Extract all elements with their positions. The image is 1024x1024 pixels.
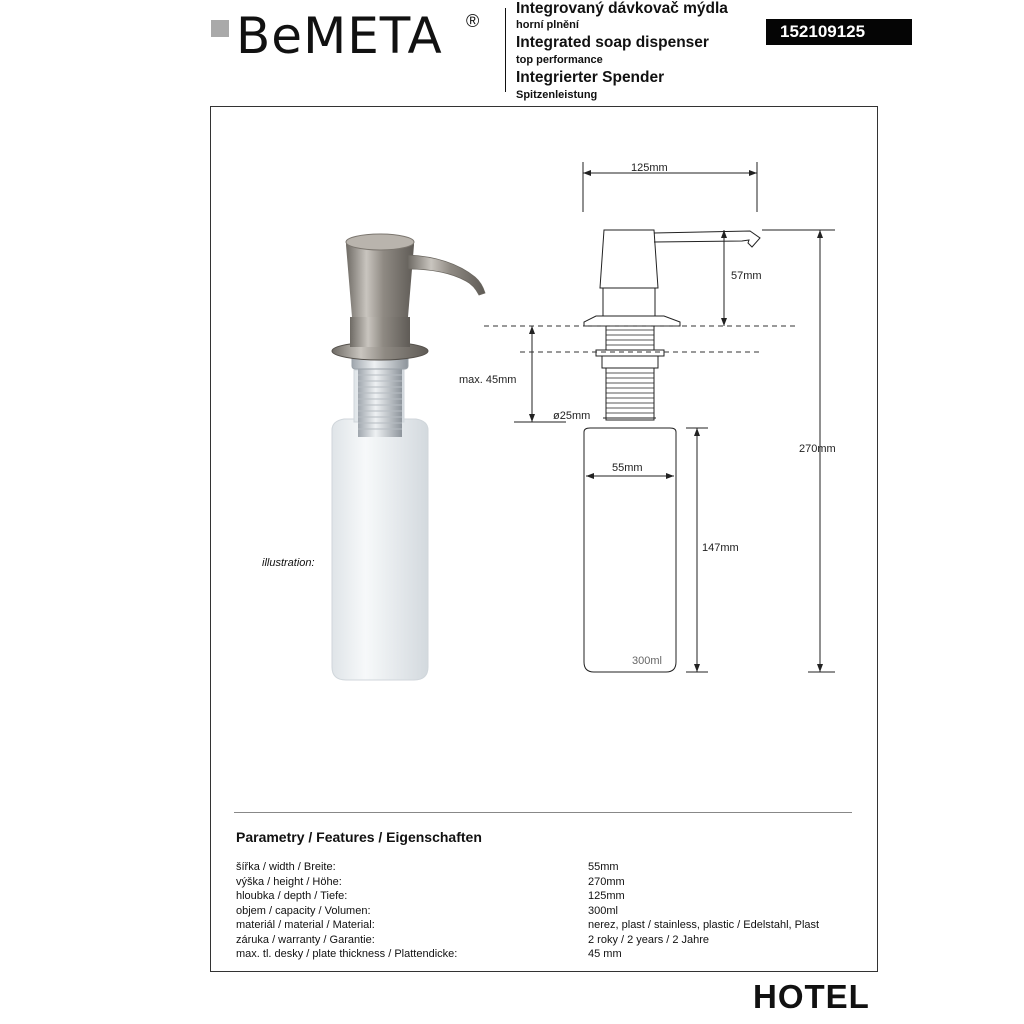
label-thread-diameter: ø25mm	[553, 410, 591, 422]
drawing-thread	[606, 368, 654, 420]
label-bottle-height: 147mm	[702, 542, 739, 554]
brand-logo: BeMETA	[236, 7, 443, 65]
label-depth: 125mm	[631, 162, 668, 174]
drawing-flange	[584, 316, 680, 326]
feature-label: výška / height / Höhe:	[236, 875, 342, 888]
illustration-label: illustration:	[262, 557, 315, 569]
feature-row-height	[236, 875, 836, 889]
feature-row-depth	[236, 889, 836, 903]
feature-value: 55mm	[588, 861, 619, 873]
subtitle-de: Spitzenleistung	[516, 89, 598, 101]
drawing-collar	[603, 288, 655, 316]
header-divider	[505, 8, 506, 92]
feature-label: záruka / warranty / Garantie:	[236, 933, 375, 946]
subtitle-cz: horní plnění	[516, 19, 579, 31]
feature-row-width	[236, 860, 836, 874]
feature-label: max. tl. desky / plate thickness / Plattendicke:	[236, 948, 458, 960]
logo-square	[211, 20, 229, 37]
feature-label: materiál / material / Material:	[236, 919, 375, 931]
drawing-spout	[654, 231, 760, 247]
feature-label: objem / capacity / Volumen:	[236, 904, 371, 917]
feature-label: hloubka / depth / Tiefe:	[236, 890, 348, 902]
title-en: Integrated soap dispenser	[516, 34, 709, 51]
feature-value: 270mm	[588, 875, 625, 888]
label-head-height: 57mm	[731, 270, 762, 282]
features-title: Parametry / Features / Eigenschaften	[236, 829, 482, 845]
feature-value: nerez, plast / stainless, plastic / Edelstahl, Plast	[588, 919, 820, 931]
feature-value: 125mm	[588, 890, 625, 902]
label-total-height: 270mm	[799, 443, 836, 455]
feature-row-capacity	[236, 904, 836, 918]
feature-row-material	[236, 918, 836, 932]
feature-row-warranty	[236, 933, 836, 947]
subtitle-en: top performance	[516, 54, 603, 66]
product-code-badge: 152109125	[766, 19, 912, 45]
label-volume: 300ml	[632, 655, 662, 667]
feature-label: šířka / width / Breite:	[236, 861, 336, 873]
drawing-pump-head	[600, 230, 658, 288]
series-name: HOTEL	[753, 978, 870, 1015]
feature-value: 45 mm	[588, 948, 622, 960]
feature-row-plate-thickness	[236, 947, 836, 961]
title-de: Integrierter Spender	[516, 69, 665, 86]
features-separator	[234, 812, 852, 813]
technical-drawing	[459, 150, 850, 690]
feature-value: 300ml	[588, 904, 618, 917]
title-cz: Integrovaný dávkovač mýdla	[516, 0, 728, 17]
label-max-thickness: max. 45mm	[459, 374, 517, 386]
feature-value: 2 roky / 2 years / 2 Jahre	[588, 933, 710, 946]
registered-mark: ®	[466, 11, 480, 31]
label-bottle-width: 55mm	[612, 462, 643, 474]
